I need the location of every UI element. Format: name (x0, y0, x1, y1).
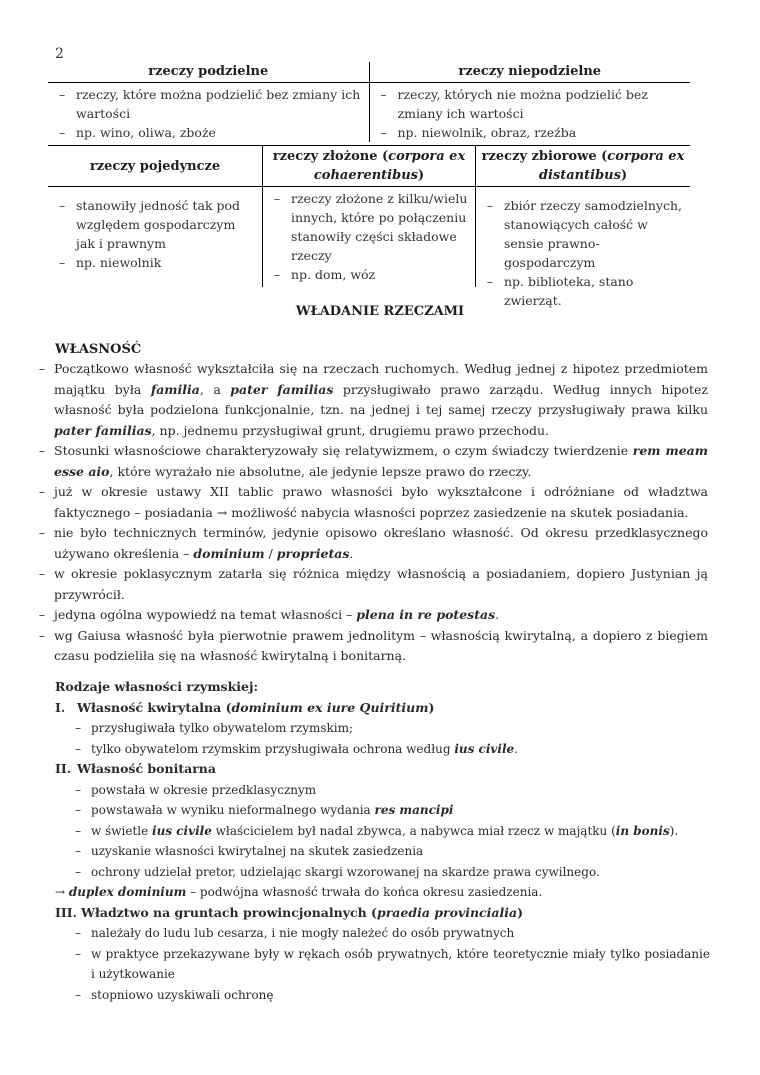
list-item: – ochrony udzielał pretor, udzielając skargi wzorowanej na skardze prawa cywilnego. (75, 864, 600, 879)
list-item: – np. niewolnik (58, 255, 162, 270)
list-item: – np. dom, wóz (273, 267, 376, 282)
compound-things-column (263, 187, 476, 287)
list-item: – już w okresie ustawy XII tablic prawo własności było wykształcone i odróżniane od władztwa faktycznego – posiadania → możliwość nabycia własności poprzez zasiedzenie na skutek posiadania. (38, 484, 708, 520)
list-item: – np. wino, oliwa, zboże (58, 125, 216, 140)
divisible-column (48, 83, 370, 142)
page-title: WŁADANIE RZECZAMI (295, 304, 465, 319)
indivisible-column (370, 83, 691, 142)
type-heading-quiritary: I. Własność kwirytalna (dominium ex iure Quiritium) (55, 699, 435, 715)
type-heading-provincial: III. Władztwo na gruntach prowincjonalnych (praedia provincialia) (55, 904, 524, 920)
ownership-bullet-list (30, 359, 708, 667)
type-heading-bonitary: II. Własność bonitarna (55, 761, 216, 776)
list-item: – stanowiły jedność tak pod względem gospodarczym jak i prawnym (58, 198, 241, 251)
list-item: – Stosunki własnościowe charakteryzowały się relatywizmem, o czym świadczy twierdzenie rem meam esse aio, które wyrażało nie absolutne, ale jedynie lepsze prawo do rzeczy. (38, 443, 708, 479)
list-item: – zbiór rzeczy samodzielnych, stanowiących całość w sensie prawno-gospodarczym (486, 198, 683, 270)
page-number: 2 (55, 46, 64, 62)
list-item: – rzeczy złożone z kilku/wielu innych, które po połączeniu stanowiły części składowe rzeczy (273, 191, 468, 263)
header-collective-things: rzeczy zbiorowe (corpora ex distantibus) (481, 149, 685, 183)
collective-things-column (476, 187, 690, 308)
divisible-things-table (48, 62, 690, 142)
list-item: – Początkowo własność wykształciła się na rzeczach ruchomych. Według jednej z hipotez przedmiotem majątku była familia, a pater familias przysługiwało prawo zarządu. Według innych hipotez własność była podzielona funkcjonalnie, tzn. na jednej i tej samej rzeczy przysługiwały prawa kilku pater familias, np. jednemu przysługiwał grunt, drugiemu prawo przechodu. (38, 361, 708, 438)
list-item: – nie było technicznych terminów, jedynie opisowo określano własność. Od okresu przedklasycznego używano określenia – dominium / proprietas. (38, 525, 708, 561)
duplex-dominium-note: → duplex dominium – podwójna własność trwała do końca okresu zasiedzenia. (55, 885, 543, 899)
list-item: – tylko obywatelom rzymskim przysługiwała ochrona według ius civile. (75, 741, 518, 756)
list-item: – w praktyce przekazywane były w rękach osób prywatnych, które teoretycznie miały tylko posiadanie i użytkowanie (75, 946, 710, 981)
single-things-column (48, 187, 263, 287)
list-item: – w świetle ius civile właścicielem był nadal zbywca, a nabywca miał rzecz w majątku (in bonis). (75, 823, 679, 838)
list-item: – wg Gaiusa własność była pierwotnie prawem jednolitym – własnością kwirytalną, a dopiero z biegiem czasu podzieliła się na własność kwirytalną i bonitarną. (38, 627, 708, 663)
list-item: – rzeczy, które można podzielić bez zmiany ich wartości (58, 87, 361, 121)
thing-types-table (48, 145, 690, 308)
list-item: – powstawała w wyniku nieformalnego wydania res mancipi (75, 803, 454, 817)
header-divisible: rzeczy podzielne (48, 62, 370, 82)
list-item: – powstała w okresie przedklasycznym (75, 782, 317, 797)
list-item: – należały do ludu lub cesarza, i nie mogły należeć do osób prywatnych (75, 926, 515, 940)
list-item: – np. niewolnik, obraz, rzeźba (380, 125, 577, 140)
list-item: – rzeczy, których nie można podzielić bez zmiany ich wartości (380, 87, 648, 121)
list-item: – jedyna ogólna wypowiedź na temat własności – plena in re potestas. (38, 607, 500, 622)
ownership-types-section (55, 677, 710, 1005)
section-heading: WŁASNOŚĆ (55, 342, 142, 357)
list-item: – w okresie poklasycznym zatarła się różnica między własnością a posiadaniem, dopiero Justynian ją przywrócił. (38, 566, 708, 602)
header-compound-things: rzeczy złożone (corpora ex cohaerentibus) (263, 146, 476, 186)
list-item: – stopniowo uzyskiwali ochronę (75, 987, 274, 1002)
list-item: – przysługiwała tylko obywatelom rzymskim; (75, 721, 354, 735)
ownership-types-heading: Rodzaje własności rzymskiej: (55, 679, 259, 694)
list-item: – np. biblioteka, stano zwierząt. (486, 274, 634, 308)
header-single-things: rzeczy pojedyncze (48, 146, 263, 186)
table-header-row (48, 62, 690, 83)
list-item: – uzyskanie własności kwirytalnej na skutek zasiedzenia (75, 844, 424, 858)
table-header-row (48, 146, 690, 187)
header-indivisible: rzeczy niepodzielne (458, 64, 602, 79)
